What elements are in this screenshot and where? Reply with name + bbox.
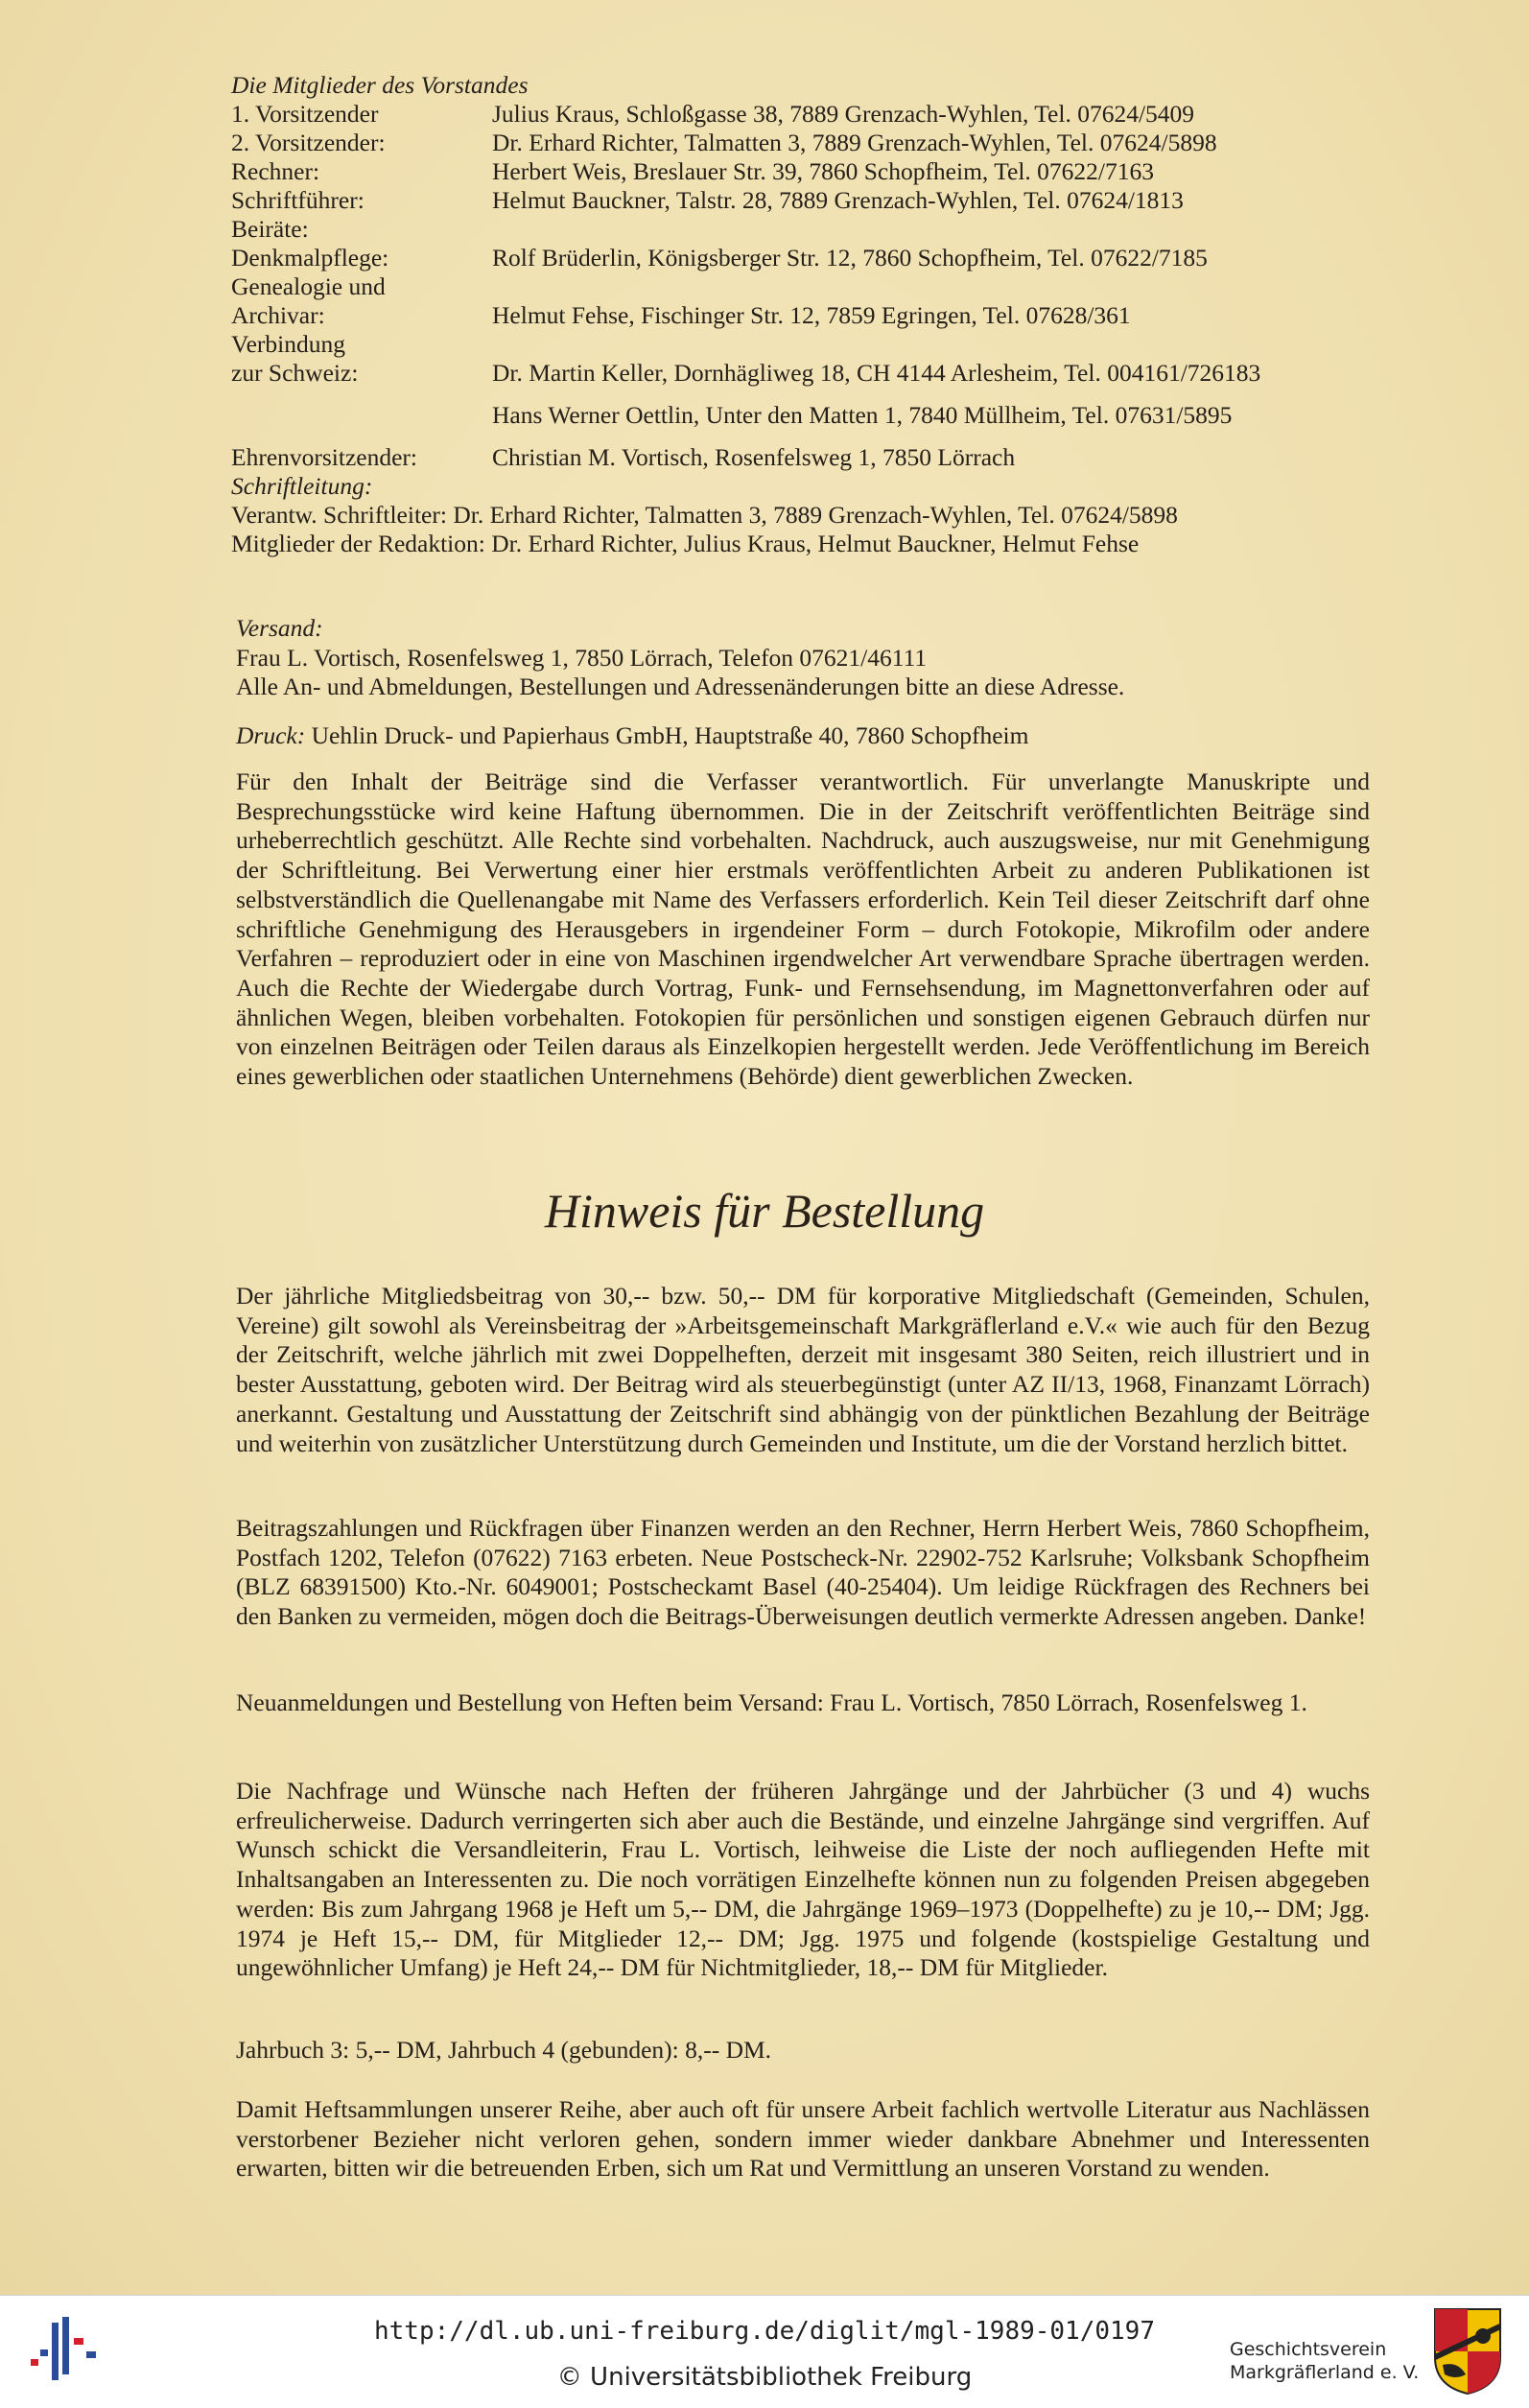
permalink-url[interactable]: http://dl.ub.uni-freiburg.de/diglit/mgl-1989-01/0197 bbox=[374, 2317, 1155, 2346]
board-row: Hans Werner Oettlin, Unter den Matten 1, 7840 Müllheim, Tel. 07631/5895 bbox=[492, 401, 1233, 429]
druck-value: Uehlin Druck- und Papierhaus GmbH, Hauptstraße 40, 7860 Schopfheim bbox=[305, 721, 1029, 749]
versand-section bbox=[236, 614, 1370, 702]
society-name: Geschichtsverein Markgräflerland e. V. bbox=[1230, 2339, 1420, 2383]
board-row: 2. Vorsitzender: Dr. Erhard Richter, Talmatten 3, 7889 Grenzach-Wyhlen, Tel. 07624/5898 bbox=[231, 129, 1217, 156]
order-paragraph: Damit Heftsammlungen unserer Reihe, aber auch oft für unsere Arbeit fachlich wertvolle Literatur aus Nachlässen verstorbener Bezieher nicht verloren gehen, sondern immer wieder dankbare Abnehmer und Interessenten erwarten, bitten wir die betreuenden Erben, sich um Rat und Vermittlung an unseren Vorstand zu wenden. bbox=[236, 2095, 1370, 2183]
druck-section bbox=[236, 721, 1370, 751]
board-row: 1. Vorsitzender Julius Kraus, Schloßgasse 38, 7889 Grenzach-Wyhlen, Tel. 07624/5409 bbox=[231, 100, 1195, 128]
editor-row: Verantw. Schriftleiter: Dr. Erhard Richter, Talmatten 3, 7889 Grenzach-Wyhlen, Tel. 07624/5898 bbox=[231, 501, 1178, 529]
disclaimer-paragraph: Für den Inhalt der Beiträge sind die Verfasser verantwortlich. Für unverlangte Manuskripte und Besprechungsstücke wird keine Haftung übernommen. Die in der Zeitschrift veröffentlichten Beiträge sind urheberrechtlich geschützt. Alle Rechte sind vorbehalten. Nachdruck, auch auszugsweise, nur mit Genehmigung der Schriftleitung. Bei Verwertung einer hier erstmals veröffentlichten Arbeit zu anderen Publikationen ist selbstverständlich die Quellenangabe mit Name des Verfassers erforderlich. Kein Teil dieser Zeitschrift darf ohne schriftliche Genehmigung des Herausgebers in irgendeiner Form – durch Fotokopie, Mikrofilm oder andere Verfahren – reproduziert oder in eine von Maschinen irgendwelcher Art verwendbare Sprache übertragen werden. Auch die Rechte der Wiedergabe durch Vortrag, Funk- und Fernsehsendung, im Magnettonverfahren oder auf ähnlichen Wegen, bleiben vorbehalten. Fotokopien für persönlichen und sonstigen eigenen Gebrauch dürfen nur von einzelnen Beiträgen oder Teilen daraus als Einzelkopien hergestellt werden. Jede Veröffentlichung im Bereich eines gewerblichen oder staatlichen Unternehmens (Behörde) dient gewerblichen Zwecken. bbox=[236, 767, 1370, 1091]
board-row: Genealogie und bbox=[231, 272, 386, 300]
order-heading: Hinweis für Bestellung bbox=[544, 1184, 985, 1238]
order-paragraph: Neuanmeldungen und Bestellung von Heften beim Versand: Frau L. Vortisch, 7850 Lörrach, Rosenfelsweg 1. bbox=[236, 1688, 1307, 1716]
board-row: Rechner: Herbert Weis, Breslauer Str. 39, 7860 Schopfheim, Tel. 07622/7163 bbox=[231, 157, 1154, 185]
board-row: Archivar: Helmut Fehse, Fischinger Str. 12, 7859 Egringen, Tel. 07628/361 bbox=[231, 301, 1131, 329]
versand-address: Frau L. Vortisch, Rosenfelsweg 1, 7850 Lörrach, Telefon 07621/46111 bbox=[236, 643, 928, 672]
versand-label: Versand: bbox=[236, 614, 323, 642]
copyright-text: © Universitätsbibliothek Freiburg bbox=[556, 2363, 973, 2392]
order-paragraph: Beitragszahlungen und Rückfragen über Finanzen werden an den Rechner, Herrn Herbert Weis, 7860 Schopfheim, Postfach 1202, Telefon (07622) 7163 erbeten. Neue Postscheck-Nr. 22902-752 Karlsruhe; Volksbank Schopfheim (BLZ 68391500) Kto.-Nr. 6049001; Postscheckamt Basel (40-25404). Um leidige Rückfragen des Rechners bei den Banken zu vermeiden, mögen doch die Beitrags-Überweisungen deutlich vermerkte Adressen angeben. Danke! bbox=[236, 1514, 1370, 1631]
order-paragraph: Jahrbuch 3: 5,-- DM, Jahrbuch 4 (gebunden): 8,-- DM. bbox=[236, 2036, 772, 2064]
honorary-row: Ehrenvorsitzender: Christian M. Vortisch, Rosenfelsweg 1, 7850 Lörrach bbox=[231, 443, 1016, 471]
coat-of-arms-icon bbox=[1433, 2307, 1502, 2396]
board-row: Beiräte: bbox=[231, 215, 309, 243]
board-members-section bbox=[231, 71, 1373, 558]
board-row: zur Schweiz: Dr. Martin Keller, Dornhägliweg 18, CH 4144 Arlesheim, Tel. 004161/726183 bbox=[231, 359, 1261, 387]
editorial-members: Mitglieder der Redaktion: Dr. Erhard Richter, Julius Kraus, Helmut Bauckner, Helmut Fehse bbox=[231, 530, 1140, 557]
board-row: Schriftführer: Helmut Bauckner, Talstr. 28, 7889 Grenzach-Wyhlen, Tel. 07624/1813 bbox=[231, 186, 1184, 214]
versand-note: Alle An- und Abmeldungen, Bestellungen und Adressenänderungen bitte an diese Adresse. bbox=[236, 673, 1125, 701]
order-paragraph: Der jährliche Mitgliedsbeitrag von 30,-- bzw. 50,-- DM für korporative Mitgliedschaft (Gemeinden, Schulen, Vereine) gilt sowohl als Vereinsbeitrag der »Arbeitsgemeinschaft Markgräflerland e.V.« wie auch für den Bezug der Zeitschrift, welche jährlich mit zwei Doppelheften, derzeit mit insgesamt 380 Seiten, reich illustriert und in bester Ausstattung, geboten wird. Der Beitrag wird als steuerbegünstigt (unter AZ II/13, 1968, Finanzamt Lörrach) anerkannt. Gestaltung und Ausstattung der Zeitschrift sind abhängig von der pünktlichen Bezahlung der Beiträge und weiterhin von zusätzlicher Unterstützung durch Gemeinden und Institute, um die der Vorstand herzlich bittet. bbox=[236, 1282, 1370, 1457]
order-paragraph: Die Nachfrage und Wünsche nach Heften der früheren Jahrgänge und der Jahrbücher (3 und 4) wuchs erfreulicherweise. Dadurch verringerten sich aber auch die Bestände, und einzelne Jahrgänge sind vergriffen. Auf Wunsch schickt die Versandleiterin, Frau L. Vortisch, leihweise die Liste der noch aufliegenden Hefte mit Inhaltsangaben an Interessenten zu. Die noch vorrätigen Einzelhefte können nun zu folgenden Preisen abgegeben werden: Bis zum Jahrgang 1968 je Heft um 5,-- DM, die Jahrgänge 1969–1973 (Doppelhefte) zu je 10,-- DM; Jgg. 1974 je Heft 15,-- DM, für Mitglieder 12,-- DM; Jgg. 1975 und folgende (kostspielige Gestaltung und ungewöhnlicher Umfang) je Heft 24,-- DM für Nichtmitglieder, 18,-- DM für Mitglieder. bbox=[236, 1777, 1370, 1982]
editorial-heading: Schriftleitung: bbox=[231, 472, 373, 500]
disclaimer-section bbox=[236, 767, 1370, 1092]
druck-label: Druck: bbox=[236, 721, 306, 749]
board-row: Verbindung bbox=[231, 330, 345, 358]
footer-bar bbox=[0, 2295, 1529, 2408]
board-heading: Die Mitglieder des Vorstandes bbox=[231, 71, 529, 99]
board-row: Denkmalpflege: Rolf Brüderlin, Königsberger Str. 12, 7860 Schopfheim, Tel. 07622/7185 bbox=[231, 244, 1208, 271]
